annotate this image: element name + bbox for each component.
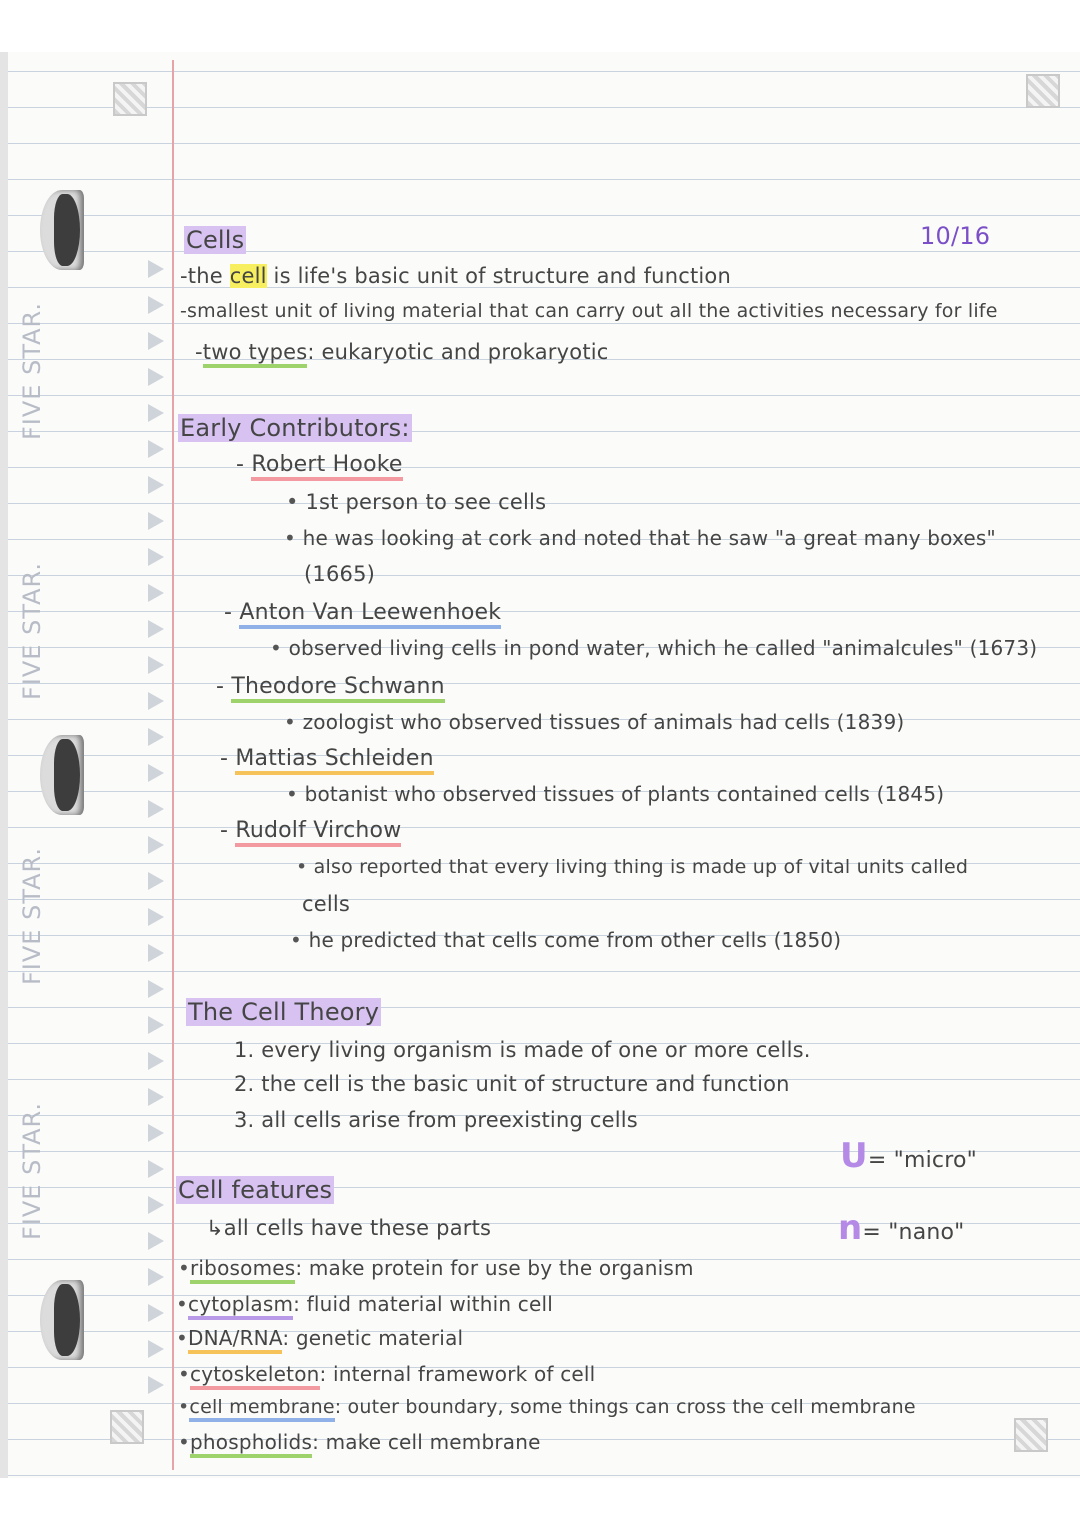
tab-marker-icon — [148, 800, 164, 818]
tab-marker-icon — [148, 1016, 164, 1034]
tab-marker-icon — [148, 908, 164, 926]
contributor-name-schwann: - Theodore Schwann — [216, 674, 445, 699]
feature-item-dna-rna: •DNA/RNA: genetic material — [176, 1326, 463, 1350]
feature-item-ribosomes: •ribosomes: make protein for use by the organism — [178, 1256, 694, 1280]
tab-marker-icon — [148, 512, 164, 530]
brand-logo: FIVE STAR. — [18, 847, 46, 985]
feature-item-cell-membrane: •cell membrane: outer boundary, some things can cross the cell membrane — [178, 1396, 916, 1418]
tab-marker-icon — [148, 764, 164, 782]
intro-line-2: -smallest unit of living material that can carry out all the activities necessary for life — [180, 300, 998, 322]
contributor-name-hooke: - Robert Hooke — [236, 452, 403, 477]
feature-item-cytoskeleton: •cytoskeleton: internal framework of cell — [178, 1362, 595, 1386]
leeuwenhoek-bullet-1: • observed living cells in pond water, which he called "animalcules" (1673) — [270, 636, 1038, 660]
binder-hole — [40, 1280, 84, 1360]
tab-marker-icon — [148, 1232, 164, 1250]
intro-line-1: -the cell is life's basic unit of structure and function — [180, 264, 731, 288]
corner-code-icon — [1026, 74, 1060, 108]
tab-marker-icon — [148, 1304, 164, 1322]
page-edge — [0, 52, 8, 1478]
tab-marker-icon — [148, 1340, 164, 1358]
date: 10/16 — [920, 222, 991, 250]
contributor-name-schleiden: - Mattias Schleiden — [220, 746, 434, 771]
tab-marker-icon — [148, 620, 164, 638]
bottom-margin — [0, 1478, 1080, 1528]
arrow-icon: ↳ — [206, 1216, 224, 1240]
tab-marker-icon — [148, 1196, 164, 1214]
binder-hole — [40, 190, 84, 270]
corner-code-icon — [110, 1410, 144, 1444]
tab-marker-icon — [148, 1052, 164, 1070]
brand-logo: FIVE STAR. — [18, 1102, 46, 1240]
binder-hole — [40, 735, 84, 815]
tab-marker-icon — [148, 1088, 164, 1106]
tab-marker-icon — [148, 1376, 164, 1394]
schwann-bullet-1: • zoologist who observed tissues of animals had cells (1839) — [284, 710, 905, 734]
top-margin — [0, 0, 1080, 52]
contributor-name-virchow: - Rudolf Virchow — [220, 818, 401, 843]
micro-prefix-note: U= "micro" — [840, 1136, 977, 1176]
red-margin-line — [172, 60, 174, 1470]
corner-code-icon — [1014, 1418, 1048, 1452]
tab-marker-icon — [148, 440, 164, 458]
tab-marker-icon — [148, 872, 164, 890]
tab-marker-icon — [148, 404, 164, 422]
tab-marker-icon — [148, 548, 164, 566]
schleiden-bullet-1: • botanist who observed tissues of plants contained cells (1845) — [286, 782, 945, 806]
tab-marker-icon — [148, 980, 164, 998]
tab-marker-icon — [148, 944, 164, 962]
features-subtitle: ↳all cells have these parts — [206, 1216, 492, 1240]
virchow-bullet-1-cont: cells — [302, 892, 351, 916]
tab-marker-icon — [148, 836, 164, 854]
brand-logo: FIVE STAR. — [18, 562, 46, 700]
hooke-bullet-2-cont: (1665) — [304, 562, 376, 586]
nano-prefix-note: n= "nano" — [838, 1208, 965, 1248]
virchow-bullet-1: • also reported that every living thing is made up of vital units called — [296, 856, 969, 878]
feature-item-cytoplasm: •cytoplasm: fluid material within cell — [176, 1292, 553, 1316]
tab-marker-icon — [148, 296, 164, 314]
section-title-features: Cell features — [178, 1176, 333, 1204]
tab-marker-icon — [148, 692, 164, 710]
contributor-name-leeuwenhoek: - Anton Van Leewenhoek — [224, 600, 501, 625]
tab-marker-icon — [148, 1160, 164, 1178]
theory-item-1: 1. every living organism is made of one or more cells. — [234, 1038, 811, 1062]
theory-item-2: 2. the cell is the basic unit of structure and function — [234, 1072, 790, 1096]
tab-marker-icon — [148, 728, 164, 746]
hooke-bullet-1: • 1st person to see cells — [286, 490, 547, 514]
theory-item-3: 3. all cells arise from preexisting cells — [234, 1108, 638, 1132]
feature-item-phospholids: •phospholids: make cell membrane — [178, 1430, 541, 1454]
tab-marker-icon — [148, 1124, 164, 1142]
tab-marker-icon — [148, 332, 164, 350]
tab-marker-icon — [148, 476, 164, 494]
virchow-bullet-2: • he predicted that cells come from other cells (1850) — [290, 928, 842, 952]
tab-marker-icon — [148, 656, 164, 674]
section-title-theory: The Cell Theory — [188, 998, 380, 1026]
section-title-contributors: Early Contributors: — [180, 414, 410, 442]
tab-marker-icon — [148, 260, 164, 278]
hooke-bullet-2: • he was looking at cork and noted that he saw "a great many boxes" — [284, 526, 996, 550]
tab-marker-icon — [148, 368, 164, 386]
section-title-cells: Cells — [186, 226, 245, 254]
brand-logo: FIVE STAR. — [18, 302, 46, 440]
tab-marker-icon — [148, 584, 164, 602]
intro-line-3: -two types: eukaryotic and prokaryotic — [195, 340, 609, 364]
corner-code-icon — [113, 82, 147, 116]
tab-marker-icon — [148, 1268, 164, 1286]
